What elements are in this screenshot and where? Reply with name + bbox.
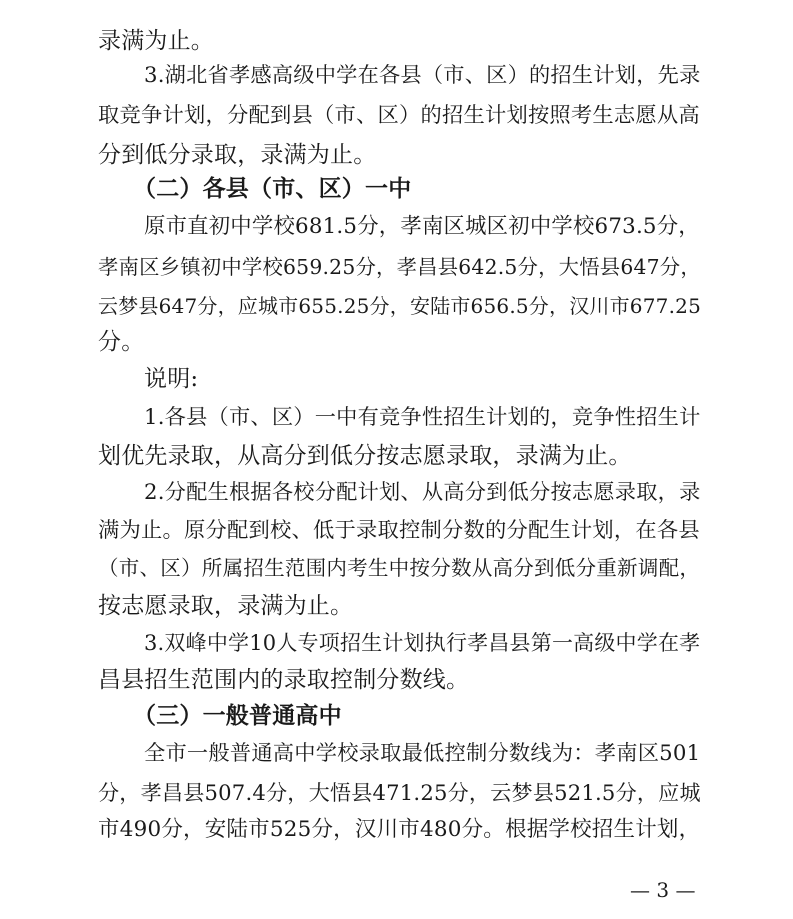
text-line: 原市直初中学校681.5分，孝南区城区初中学校673.5分， — [144, 214, 700, 239]
text-line: 全市一般普通高中学校录取最低控制分数线为：孝南区501 — [144, 741, 701, 766]
text-line: 满为止。原分配到校、低于录取控制分数的分配生计划，在各县 — [98, 518, 700, 543]
text-line: 说明: — [144, 366, 199, 392]
section-heading: （二）各县（市、区）一中 — [133, 175, 412, 202]
text-line: 按志愿录取，录满为止。 — [98, 593, 354, 619]
text-line: 2.分配生根据各校分配计划、从高分到低分按志愿录取，录 — [144, 480, 701, 505]
text-line: 孝南区乡镇初中学校659.25分，孝昌县642.5分，大悟县647分， — [98, 255, 701, 279]
text-line: 分到低分录取，录满为止。 — [98, 142, 377, 168]
text-line: 市490分，安陆市525分，汉川市480分。根据学校招生计划， — [98, 817, 701, 842]
page-number: — 3 — — [630, 878, 696, 902]
section-heading: （三）一般普通高中 — [133, 702, 342, 729]
text-line: 分，孝昌县507.4分，大悟县471.25分，云梦县521.5分，应城 — [98, 780, 701, 805]
text-line: 划优先录取，从高分到低分按志愿录取，录满为止。 — [98, 443, 632, 469]
text-line: 3.双峰中学10人专项招生计划执行孝昌县第一高级中学在孝 — [144, 631, 701, 655]
text-line: 云梦县647分，应城市655.25分，安陆市656.5分，汉川市677.25 — [98, 294, 701, 318]
text-line: 3.湖北省孝感高级中学在各县（市、区）的招生计划，先录 — [144, 63, 701, 88]
text-line: 1.各县（市、区）一中有竞争性招生计划的，竞争性招生计 — [144, 405, 701, 430]
text-line: 分。 — [98, 329, 145, 355]
text-line: 昌县招生范围内的录取控制分数线。 — [98, 667, 470, 693]
text-line: 取竞争计划，分配到县（市、区）的招生计划按照考生志愿从高 — [98, 103, 700, 128]
text-line: 录满为止。 — [98, 28, 214, 54]
text-line: （市、区）所属招生范围内考生中按分数从高分到低分重新调配， — [98, 556, 701, 580]
